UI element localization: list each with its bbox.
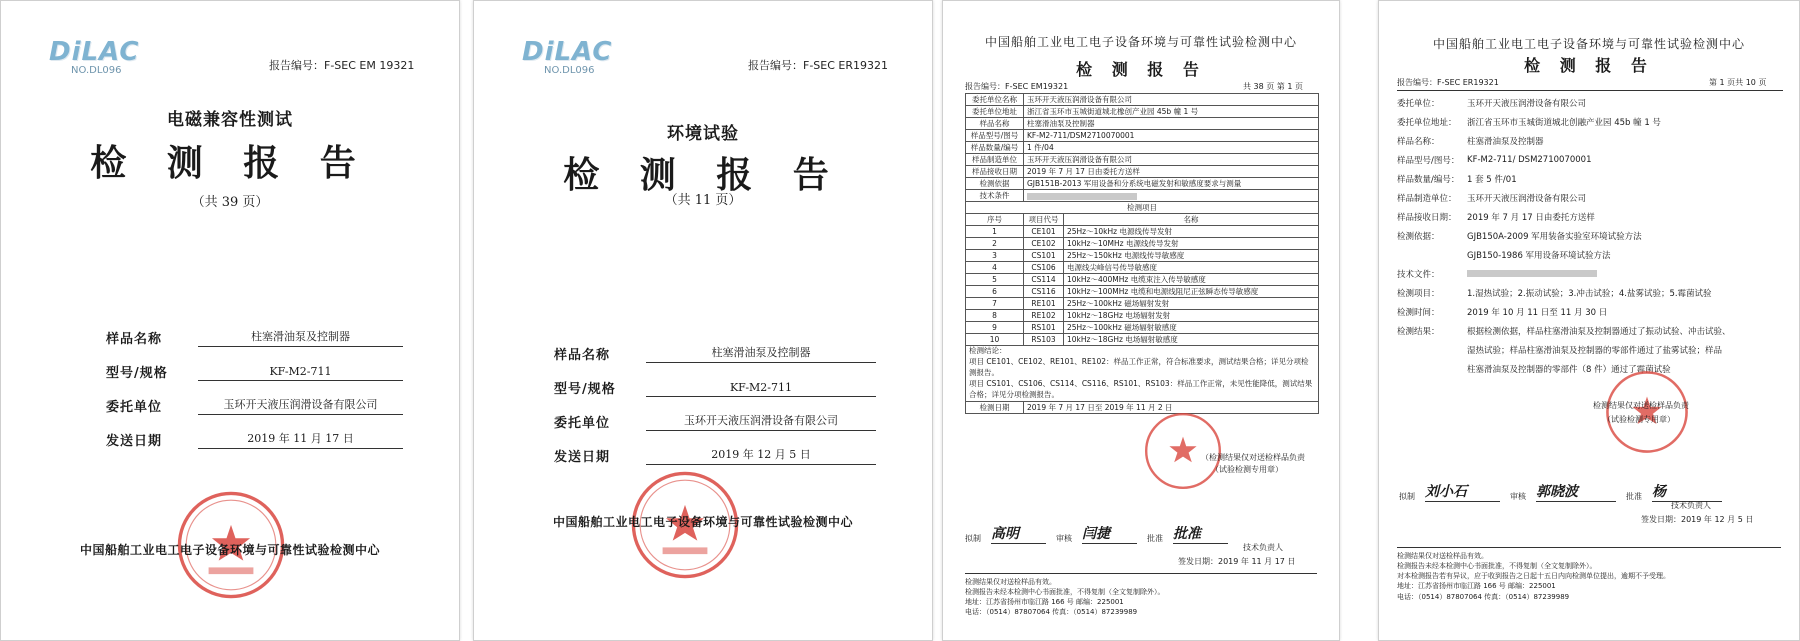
issuer-header: 中国船舶工业电工电子设备环境与可靠性试验检测中心 [984,35,1297,49]
table-cell: RE102 [1024,310,1064,322]
info-row [1397,321,1777,340]
logo-number: NO.DL096 [71,65,122,76]
sig-label: 拟制 [1399,492,1415,501]
info-row [1397,264,1777,283]
table-row [966,166,1319,178]
table-cell: CS101 [1024,250,1064,262]
footer-line: 检测结果仅对送检样品有效。 [1397,552,1488,560]
info-key: 样品名称： [1397,136,1440,147]
table-row [966,178,1319,190]
field-row [106,415,403,449]
table-row [966,250,1319,262]
info-value: 2019 年 10 月 11 日至 11 月 30 日 [1467,307,1608,318]
table-row [966,274,1319,286]
footer-line: 地址：江苏省扬州市临江路 166 号 邮编：225001 [965,598,1124,607]
signature: 刘小石 [1425,481,1500,502]
table-cell: 9 [966,322,1024,334]
info-row [1397,245,1777,264]
signature: 杨 [1652,481,1722,502]
sample-info-table [965,93,1319,414]
cover-fields [106,313,403,449]
field-label: 样品名称 [106,332,163,347]
page-indicator: 第 1 页共 10 页 [1709,78,1767,87]
field-row [106,313,403,347]
field-row [554,329,876,363]
field-value: 柱塞滑油泵及控制器 [646,344,876,363]
footer-line: 对本检测报告若有异议，应于收到报告之日起十五日内向检测单位提出，逾期不予受理。 [1397,572,1670,581]
table-cell: 25Hz～100kHz 磁场辐射发射 [1064,298,1319,310]
table-row [966,94,1319,106]
info-key: 检测时间： [1397,307,1440,318]
info-key: 样品制造单位： [1397,193,1457,204]
issuer-footer: 中国船舶工业电工电子设备环境与可靠性试验检测中心 [552,515,853,529]
info-row [1397,359,1777,378]
field-row [554,431,876,465]
info-value: 玉环开天液压润滑设备有限公司 [1467,98,1587,109]
table-cell: 委托单位地址 [966,106,1024,118]
field-label: 发送日期 [554,450,611,465]
stamp-note: （试验检测专用章） [1211,465,1283,474]
conclusion-label: 检测结论： [969,346,1007,355]
info-key: 样品型号/图号： [1397,155,1460,166]
info-value: 柱塞滑油泵及控制器 [1467,136,1544,147]
environmental-report-page-1 [1378,0,1800,641]
table-cell: 2 [966,238,1024,250]
table-cell: CE101 [1024,226,1064,238]
issuer-header: 中国船舶工业电工电子设备环境与可靠性试验检测中心 [1432,37,1745,51]
info-row [1397,340,1777,359]
info-row [1397,169,1777,188]
stamp-note: （检测结果仅对送检样品负责 [1201,453,1305,462]
field-value: 玉环开天液压润滑设备有限公司 [646,412,876,431]
stamp-note: 检测结果仅对送检样品负责 [1593,401,1689,410]
table-cell: RS101 [1024,322,1064,334]
table-cell: 委托单位名称 [966,94,1024,106]
table-cell: 样品名称 [966,118,1024,130]
info-row [1397,302,1777,321]
field-label: 委托单位 [554,416,611,431]
field-value: KF-M2-711 [646,381,876,397]
sig-label: 拟制 [965,534,981,543]
footer-line: 地址：江苏省扬州市临江路 166 号 邮编：225001 [1397,582,1556,591]
conclusion-text: 项目 CS101、CS106、CS114、CS116、RS101、RS103：样品工作正常，未见性能降低，测试结果合格；详见分项检测报告。 [969,378,1313,399]
info-value: 1 套 5 件/01 [1467,174,1517,185]
report-number: 报告编号：F-SEC EM19321 [965,82,1069,91]
report-title: 检 测 报 告 [1076,60,1206,79]
info-row [1397,93,1777,112]
table-cell: GJB151B-2013 军用设备和分系统电磁发射和敏感度要求与测量 [1024,178,1319,190]
table-row [966,142,1319,154]
table-row [966,310,1319,322]
logo-text: DiLAC [522,37,613,67]
table-cell: 技术条件 [966,190,1024,202]
info-key: 检测结果： [1397,326,1440,337]
signature-row [1399,481,1726,502]
table-row [966,226,1319,238]
redacted-text [1467,270,1597,277]
table-cell: 浙江省玉环市玉城街道城北橡创产业园 45b 幢 1 号 [1024,106,1319,118]
table-cell: 10 [966,334,1024,346]
table-cell: RS103 [1024,334,1064,346]
cover-fields [554,329,876,465]
info-value: GJB150-1986 军用设备环境试验方法 [1467,250,1611,261]
table-row [966,118,1319,130]
stamp-note: （试验检测专用章） [1603,415,1675,424]
table-row [966,106,1319,118]
report-footer [1397,547,1781,602]
table-cell: KF-M2-711/DSM2710070001 [1024,130,1319,142]
table-cell: 1 件/04 [1024,142,1319,154]
table-row [966,238,1319,250]
field-value: 2019 年 12 月 5 日 [646,446,876,465]
table-cell: RE101 [1024,298,1064,310]
table-cell: 电源线尖峰信号传导敏感度 [1064,262,1319,274]
table-cell: 25Hz～150kHz 电源线传导敏感度 [1064,250,1319,262]
table-header: 名称 [1064,214,1319,226]
table-cell: 25Hz～10kHz 电源线传导发射 [1064,226,1319,238]
cover-page-environmental [473,0,933,641]
table-cell: 2019 年 7 月 17 日至 2019 年 11 月 2 日 [1024,402,1319,414]
footer-line: 检测报告未经本检测中心书面批准，不得复制（全文复制除外）。 [965,588,1165,597]
info-value: 柱塞滑油泵及控制器的零部件（8 件）通过了霉菌试验 [1467,364,1671,375]
report-footer [965,573,1317,618]
info-row [1397,131,1777,150]
report-number: 报告编号：F-SEC ER19321 [748,59,888,72]
logo-text: DiLAC [49,37,140,67]
report-title: 检 测 报 告 [563,154,843,196]
info-row [1397,112,1777,131]
table-row [966,334,1319,346]
emc-report-page-1 [942,0,1340,641]
table-header: 序号 [966,214,1024,226]
footer-line: 检测结果仅对送检样品有效。 [965,578,1056,586]
approver-title: 技术负责人 [1671,501,1711,510]
footer-line: 检测报告未经本检测中心书面批准，不得复制（全文复制除外）。 [1397,562,1597,571]
table-row [966,298,1319,310]
footer-line: 电话：（0514）87807064 传真：（0514）87239989 [1397,592,1570,601]
table-cell: 样品制造单位 [966,154,1024,166]
table-row [966,262,1319,274]
field-label: 型号/规格 [554,382,616,397]
table-row [966,286,1319,298]
conclusion-text: 项目 CE101、CE102、RE101、RE102：样品工作正常，符合标准要求，测试结果合格；详见分项检测报告。 [969,356,1309,377]
info-row [1397,283,1777,302]
dilac-logo [522,37,628,85]
table-row [966,402,1319,414]
table-cell: 7 [966,298,1024,310]
info-value [1467,269,1777,279]
info-key: 样品数量/编号： [1397,174,1460,185]
info-key: 样品接收日期： [1397,212,1457,223]
approver-title: 技术负责人 [1243,543,1283,552]
logo-number: NO.DL096 [544,65,595,76]
table-header: 检测项目 [966,202,1319,214]
info-key: 委托单位地址： [1397,117,1457,128]
signature: 高明 [991,523,1046,544]
table-cell: CS114 [1024,274,1064,286]
issuer-footer: 中国船舶工业电工电子设备环境与可靠性试验检测中心 [79,543,380,557]
field-row [554,363,876,397]
table-cell: 6 [966,286,1024,298]
page-count: （共 39 页） [191,195,269,210]
field-value: 2019 年 11 月 17 日 [198,430,403,449]
field-value: 柱塞滑油泵及控制器 [198,328,403,347]
report-subtitle: 电磁兼容性测试 [167,110,293,130]
info-row [1397,226,1777,245]
table-cell: 样品数量/编号 [966,142,1024,154]
redacted-text [1027,193,1137,200]
table-cell: 检测依据 [966,178,1024,190]
field-label: 发送日期 [106,434,163,449]
info-key: 检测依据： [1397,231,1440,242]
signature-row [965,523,1232,544]
sign-date: 签发日期：2019 年 11 月 17 日 [1178,557,1296,566]
official-seal-icon [1604,369,1690,455]
table-cell: 样品接收日期 [966,166,1024,178]
table-cell: 10kHz～400MHz 电缆束注入传导敏感度 [1064,274,1319,286]
report-number: 报告编号：F-SEC ER19321 [1397,77,1783,91]
table-row [966,322,1319,334]
cover-page-emc [0,0,460,641]
conclusion-cell [966,346,1319,402]
table-cell: CS106 [1024,262,1064,274]
report-title: 检 测 报 告 [1524,56,1654,75]
table-cell: 10kHz～10MHz 电源线传导发射 [1064,238,1319,250]
table-header: 项目代号 [1024,214,1064,226]
field-label: 委托单位 [106,400,163,415]
table-cell: 样品型号/图号 [966,130,1024,142]
info-key: 技术文件： [1397,269,1440,280]
field-label: 型号/规格 [106,366,168,381]
table-cell: 玉环开天液压润滑设备有限公司 [1024,94,1319,106]
info-value: 浙江省玉环市玉城街道城北创融产业园 45b 幢 1 号 [1467,117,1661,128]
info-value: KF-M2-711/ DSM2710070001 [1467,154,1592,165]
table-cell: CS116 [1024,286,1064,298]
table-row [966,214,1319,226]
test-items-body [966,226,1319,346]
sig-label: 审核 [1510,492,1526,501]
table-cell: 检测日期 [966,402,1024,414]
report-number: 报告编号：F-SEC EM 19321 [269,59,415,72]
info-value: 1.湿热试验；2.振动试验；3.冲击试验；4.盐雾试验；5.霉菌试验 [1467,288,1712,299]
page-indicator: 共 38 页 第 1 页 [1243,82,1303,91]
footer-line: 电话：（0514）87807064 传真：（0514）87239989 [965,608,1138,617]
table-cell: 3 [966,250,1024,262]
table-cell [1024,190,1319,202]
signature: 闫捷 [1082,523,1137,544]
table-cell: 柱塞滑油泵及控制器 [1024,118,1319,130]
sample-info-list [1397,93,1777,378]
sig-label: 批准 [1147,534,1163,543]
table-cell: 10kHz～18GHz 电场辐射敏感度 [1064,334,1319,346]
info-value: 湿热试验；样品柱塞滑油泵及控制器的零部件通过了盐雾试验；样品 [1467,345,1723,356]
table-row [966,190,1319,202]
field-label: 样品名称 [554,348,611,363]
table-cell: CE102 [1024,238,1064,250]
info-key: 委托单位： [1397,98,1440,109]
table-cell: 4 [966,262,1024,274]
report-title: 检 测 报 告 [90,142,370,184]
info-row [1397,150,1777,169]
page-count: （共 11 页） [664,193,742,208]
field-value: 玉环开天液压润滑设备有限公司 [198,396,403,415]
table-cell: 25Hz～100kHz 磁场辐射敏感度 [1064,322,1319,334]
field-row [106,347,403,381]
sig-label: 批准 [1626,492,1642,501]
signature: 郭晓波 [1536,481,1616,502]
info-value: 根据检测依据，样品柱塞滑油泵及控制器通过了振动试验、冲击试验、 [1467,326,1731,337]
field-row [554,397,876,431]
sig-label: 审核 [1056,534,1072,543]
table-cell: 1 [966,226,1024,238]
table-row [966,202,1319,214]
info-row [1397,207,1777,226]
table-cell: 玉环开天液压润滑设备有限公司 [1024,154,1319,166]
signature: 批准 [1173,523,1228,544]
table-cell: 10kHz～100MHz 电缆和电源线阻尼正弦瞬态传导敏感度 [1064,286,1319,298]
info-key: 检测项目： [1397,288,1440,299]
table-row [966,130,1319,142]
field-row [106,381,403,415]
table-row [966,154,1319,166]
info-row [1397,188,1777,207]
info-value: 2019 年 7 月 17 日由委托方送样 [1467,212,1595,223]
table-row [966,346,1319,402]
table-cell: 2019 年 7 月 17 日由委托方送样 [1024,166,1319,178]
table-cell: 10kHz～18GHz 电场辐射发射 [1064,310,1319,322]
dilac-logo [49,37,155,85]
sign-date: 签发日期：2019 年 12 月 5 日 [1641,515,1754,524]
report-subtitle: 环境试验 [667,124,739,144]
info-value: GJB150A-2009 军用装备实验室环境试验方法 [1467,231,1642,242]
official-seal-icon [1143,411,1223,491]
table-cell: 8 [966,310,1024,322]
field-value: KF-M2-711 [198,365,403,381]
table-cell: 5 [966,274,1024,286]
info-value: 玉环开天液压润滑设备有限公司 [1467,193,1587,204]
